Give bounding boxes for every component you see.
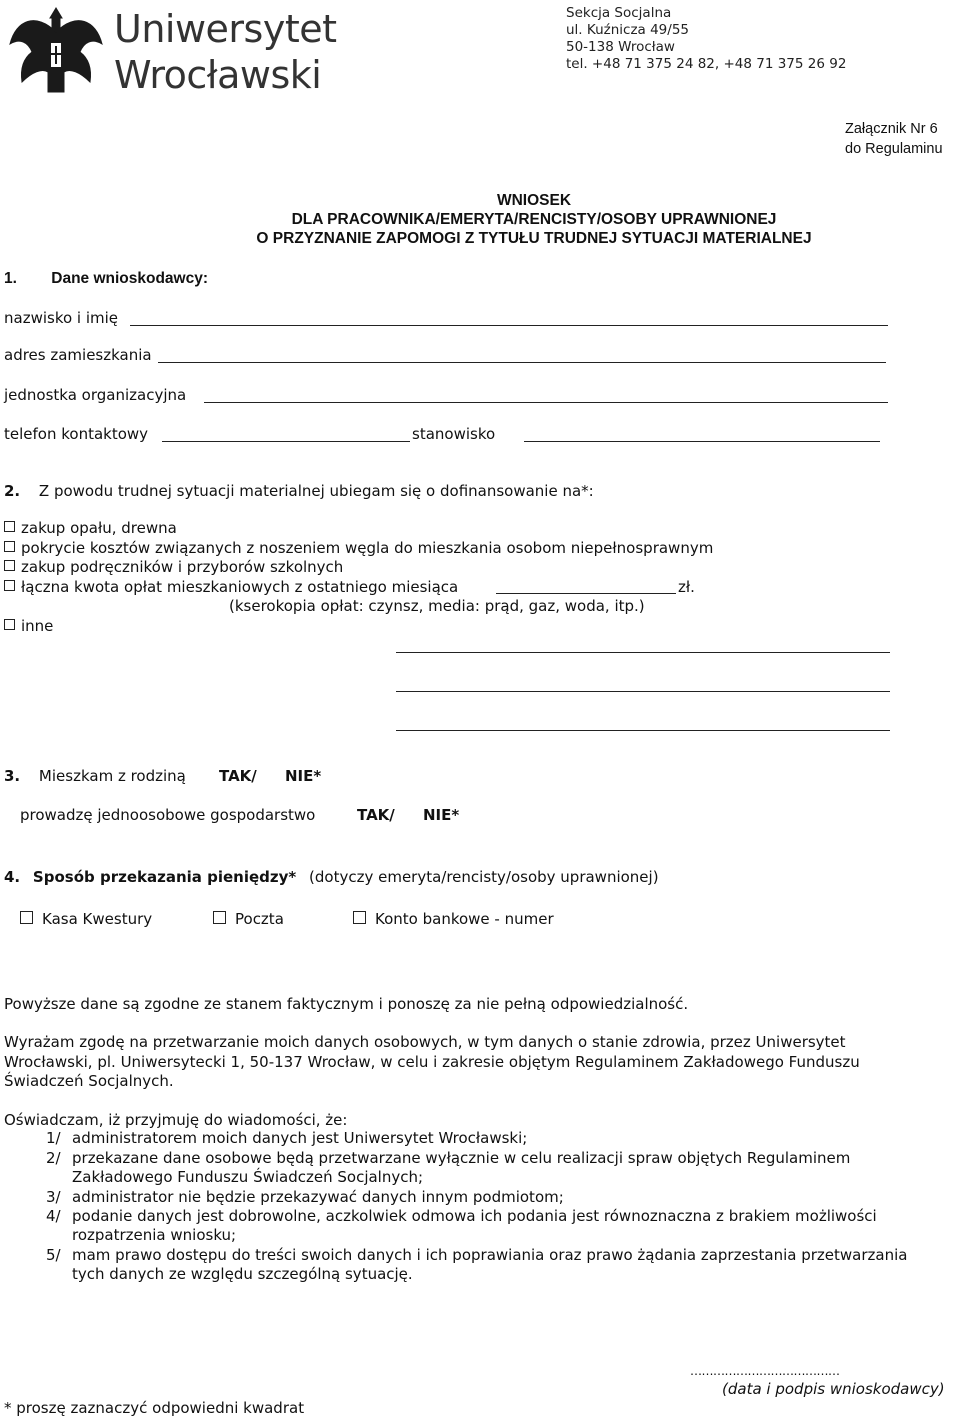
truth-statement: Powyższe dane są zgodne ze stanem faktycznym i ponoszę za nie pełną odpowiedzialność. [4, 995, 689, 1013]
payment-bank-checkbox[interactable] [353, 911, 366, 924]
section2-heading [4, 482, 594, 500]
housing-amount-field[interactable] [496, 593, 676, 594]
section4-note: (dotyczy emeryta/rencisty/osoby uprawnionej) [309, 868, 659, 886]
consent-statement [4, 1033, 860, 1092]
option-other[interactable] [4, 617, 53, 635]
family-no-option[interactable]: NIE* [285, 767, 322, 785]
declaration-item-text: administratorem moich danych jest Uniwersytet Wrocławski; [72, 1129, 528, 1147]
form-title-line2: DLA PRACOWNIKA/EMERYTA/RENCISTY/OSOBY UPRAWNIONEJ [291, 211, 777, 228]
section4-heading [4, 868, 659, 886]
payment-post-checkbox[interactable] [213, 911, 226, 924]
annex-note [845, 119, 943, 159]
housing-currency: zł. [678, 578, 695, 596]
declaration-item-text-cont: rozpatrzenia wniosku; [72, 1226, 237, 1244]
contact-city: 50-138 Wrocław [566, 39, 675, 55]
position-label: stanowisko [412, 425, 496, 443]
contact-title: Sekcja Socjalna [566, 5, 672, 21]
consent-line3: Świadczeń Socjalnych. [4, 1072, 174, 1090]
payment-bank[interactable] [353, 910, 554, 928]
university-name-line2: Wrocławski [114, 53, 322, 97]
option-housing-label: łączna kwota opłat mieszkaniowych z ostatniego miesiąca [21, 578, 459, 596]
address-label: adres zamieszkania [4, 346, 152, 364]
signature-label: (data i podpis wnioskodawcy) [722, 1380, 945, 1398]
family-label: Mieszkam z rodziną [38, 767, 186, 785]
section1-number: 1. [4, 270, 17, 287]
declaration-item-number: 2/ [46, 1149, 61, 1167]
declaration-item-number: 5/ [46, 1246, 61, 1264]
section1-title: Dane wnioskodawcy: [51, 270, 209, 287]
unit-label: jednostka organizacyjna [4, 386, 187, 404]
payment-cash[interactable] [20, 910, 152, 928]
address-field[interactable] [158, 362, 886, 363]
declaration-intro: Oświadczam, iż przyjmuję do wiadomości, że: [4, 1111, 348, 1129]
payment-bank-label: Konto bankowe - numer [375, 910, 554, 928]
form-title-line3: O PRZYZNANIE ZAPOMOGI Z TYTUŁU TRUDNEJ SYTUACJI MATERIALNEJ [256, 230, 812, 247]
option-coal-checkbox[interactable] [4, 541, 15, 552]
payment-cash-checkbox[interactable] [20, 911, 33, 924]
other-field-line2[interactable] [396, 691, 890, 692]
signature-dots[interactable]: ………………………………… [690, 1364, 840, 1378]
section4-title: Sposób przekazania pieniędzy* [32, 868, 297, 886]
section1-heading [4, 270, 208, 288]
annex-line1: Załącznik Nr 6 [845, 121, 938, 137]
option-fuel-checkbox[interactable] [4, 521, 15, 532]
option-housing[interactable] [4, 578, 458, 596]
declaration-item-number: 1/ [46, 1129, 61, 1147]
single-no-option[interactable]: NIE* [423, 806, 460, 824]
position-field[interactable] [524, 441, 880, 442]
other-field-line1[interactable] [396, 652, 890, 653]
declaration-item-text: mam prawo dostępu do treści swoich danych i ich poprawiania oraz prawo żądania zaprzestania przetwarzania [72, 1246, 908, 1264]
contact-block [566, 5, 846, 73]
name-field[interactable] [130, 325, 888, 326]
declaration-item-text: podanie danych jest dobrowolne, aczkolwiek odmowa ich podania jest równoznaczna z brakiem możliwości [72, 1207, 877, 1225]
form-title [0, 191, 960, 248]
consent-line1: Wyrażam zgodę na przetwarzanie moich danych osobowych, w tym danych o stanie zdrowia, przez Uniwersytet [4, 1033, 846, 1051]
form-title-line1: WNIOSEK [496, 192, 572, 209]
declaration-item-number: 3/ [46, 1188, 61, 1206]
option-housing-checkbox[interactable] [4, 580, 15, 591]
university-seal-icon [6, 2, 106, 98]
declaration-item-text-cont: Zakładowego Funduszu Świadczeń Socjalnych; [72, 1168, 424, 1186]
footnote: * proszę zaznaczyć odpowiedni kwadrat [4, 1399, 305, 1417]
section2-number: 2. [4, 482, 21, 500]
option-coal[interactable] [4, 539, 713, 557]
declaration-item-text: administrator nie będzie przekazywać danych innym podmiotom; [72, 1188, 564, 1206]
section3-family-row [4, 767, 186, 785]
section4-number: 4. [4, 868, 21, 886]
declaration-item-text-cont: tych danych ze względu szczególną sytuację. [72, 1265, 413, 1283]
contact-street: ul. Kuźnicza 49/55 [566, 22, 689, 38]
consent-line2: Wrocławski, pl. Uniwersytecki 1, 50-137 Wrocław, w celu i zakresie objętym Regulaminem Zakładowego Funduszu [4, 1052, 860, 1071]
single-household-label: prowadzę jednoosobowe gospodarstwo [20, 806, 316, 824]
university-name-line1: Uniwersytet [114, 7, 337, 51]
option-school-checkbox[interactable] [4, 560, 15, 571]
section3-number: 3. [4, 767, 21, 785]
phone-label: telefon kontaktowy [4, 425, 149, 443]
contact-phone: tel. +48 71 375 24 82, +48 71 375 26 92 [566, 56, 847, 72]
single-yes-option[interactable]: TAK/ [357, 806, 395, 824]
payment-post-label: Poczta [235, 910, 284, 928]
university-logo [6, 2, 106, 98]
university-name [114, 6, 337, 98]
declaration-item-number: 4/ [46, 1207, 61, 1225]
family-yes-option[interactable]: TAK/ [219, 767, 257, 785]
option-fuel[interactable] [4, 519, 177, 537]
phone-field[interactable] [162, 441, 410, 442]
payment-cash-label: Kasa Kwestury [42, 910, 153, 928]
option-school[interactable] [4, 558, 343, 576]
option-fuel-label: zakup opału, drewna [21, 519, 177, 537]
option-coal-label: pokrycie kosztów związanych z noszeniem węgla do mieszkania osobom niepełnosprawnym [21, 539, 714, 557]
annex-line2: do Regulaminu [845, 141, 943, 157]
unit-field[interactable] [204, 402, 888, 403]
section2-title: Z powodu trudnej sytuacji materialnej ubiegam się o dofinansowanie na*: [38, 482, 594, 500]
option-school-label: zakup podręczników i przyborów szkolnych [21, 558, 344, 576]
name-label: nazwisko i imię [4, 309, 119, 327]
declaration-item-text: przekazane dane osobowe będą przetwarzane wyłącznie w celu realizacji spraw objętych Regulaminem [72, 1149, 851, 1167]
option-other-checkbox[interactable] [4, 619, 15, 630]
housing-note: (kserokopia opłat: czynsz, media: prąd, gaz, woda, itp.) [229, 597, 645, 615]
other-field-line3[interactable] [396, 730, 890, 731]
option-other-label: inne [21, 617, 54, 635]
payment-post[interactable] [213, 910, 284, 928]
